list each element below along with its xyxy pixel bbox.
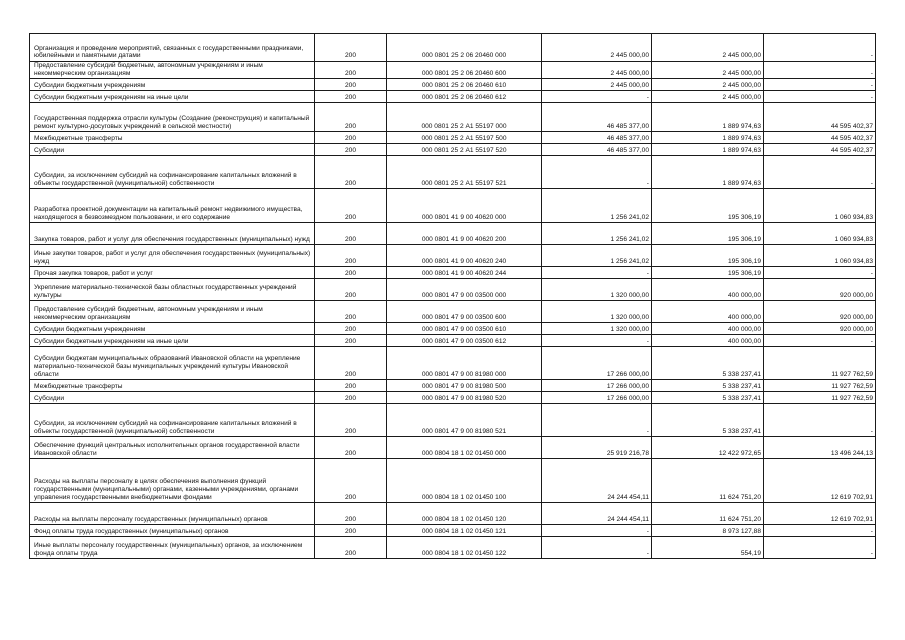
line-code-cell: 200 [315,189,387,223]
line-code-cell: 200 [315,156,387,189]
table-row [30,34,876,62]
executed-amount-cell: 1 889 974,63 [652,144,764,156]
expense-name-cell: Субсидии, за исключением субсидий на софинансирование капитальных вложений в объекты государственной (муниципальной) собственности [30,156,315,189]
table-row [30,503,876,525]
approved-amount-cell: - [542,335,652,347]
executed-amount-cell: 1 889 974,63 [652,156,764,189]
approved-amount-cell: 1 256 241,02 [542,189,652,223]
approved-amount-cell: 17 266 000,00 [542,392,652,404]
unexecuted-amount-cell: - [764,156,876,189]
approved-amount-cell: 1 256 241,02 [542,245,652,267]
budget-classification-code-cell: 000 0801 47 9 00 03500 612 [387,335,542,347]
table-row [30,392,876,404]
unexecuted-amount-cell: - [764,91,876,103]
executed-amount-cell: 1 889 974,63 [652,103,764,132]
table-row [30,380,876,392]
executed-amount-cell: 400 000,00 [652,323,764,335]
line-code-cell: 200 [315,245,387,267]
line-code-cell: 200 [315,132,387,144]
table-row [30,103,876,132]
line-code-cell: 200 [315,537,387,559]
expense-name-cell: Субсидии бюджетным учреждениям [30,323,315,335]
budget-classification-code-cell: 000 0804 18 1 02 01450 100 [387,459,542,503]
table-row [30,144,876,156]
line-code-cell: 200 [315,323,387,335]
unexecuted-amount-cell: - [764,267,876,279]
line-code-cell: 200 [315,459,387,503]
line-code-cell: 200 [315,34,387,62]
budget-classification-code-cell: 000 0801 25 2 А1 55197 521 [387,156,542,189]
budget-classification-code-cell: 000 0801 41 9 00 40620 200 [387,223,542,245]
unexecuted-amount-cell: 11 927 762,59 [764,380,876,392]
executed-amount-cell: 5 338 237,41 [652,380,764,392]
table-row [30,537,876,559]
approved-amount-cell: 46 485 377,00 [542,103,652,132]
line-code-cell: 200 [315,335,387,347]
approved-amount-cell: 2 445 000,00 [542,62,652,79]
approved-amount-cell: 2 445 000,00 [542,79,652,91]
table-row [30,62,876,79]
budget-classification-code-cell: 000 0801 25 2 06 20460 610 [387,79,542,91]
unexecuted-amount-cell: - [764,34,876,62]
table-body [30,34,876,559]
unexecuted-amount-cell: - [764,79,876,91]
expense-name-cell: Иные выплаты персоналу государственных (муниципальных) органов, за исключением фонда оплаты труда [30,537,315,559]
executed-amount-cell: 195 306,19 [652,223,764,245]
executed-amount-cell: 2 445 000,00 [652,34,764,62]
table-row [30,459,876,503]
unexecuted-amount-cell: 11 927 762,59 [764,392,876,404]
budget-classification-code-cell: 000 0804 18 1 02 01450 000 [387,437,542,459]
unexecuted-amount-cell: 920 000,00 [764,301,876,323]
table-row [30,525,876,537]
table-row [30,156,876,189]
budget-classification-code-cell: 000 0801 25 2 06 20460 000 [387,34,542,62]
approved-amount-cell: - [542,525,652,537]
unexecuted-amount-cell: 11 927 762,59 [764,347,876,380]
expense-name-cell: Субсидии бюджетным учреждениям на иные цели [30,91,315,103]
budget-execution-table [29,33,876,559]
approved-amount-cell: 17 266 000,00 [542,347,652,380]
table-row [30,279,876,301]
table-row [30,267,876,279]
executed-amount-cell: 1 889 974,63 [652,132,764,144]
table-row [30,335,876,347]
line-code-cell: 200 [315,144,387,156]
expense-name-cell: Субсидии бюджетам муниципальных образований Ивановской области на укрепление материально-технической базы муниципальных учреждений культуры Ивановской области [30,347,315,380]
line-code-cell: 200 [315,380,387,392]
budget-classification-code-cell: 000 0801 47 9 00 81980 520 [387,392,542,404]
table-row [30,323,876,335]
unexecuted-amount-cell: 12 619 702,91 [764,503,876,525]
budget-classification-code-cell: 000 0801 41 9 00 40620 240 [387,245,542,267]
unexecuted-amount-cell: 13 496 244,13 [764,437,876,459]
budget-classification-code-cell: 000 0801 25 2 А1 55197 000 [387,103,542,132]
approved-amount-cell: 25 919 216,78 [542,437,652,459]
executed-amount-cell: 195 306,19 [652,245,764,267]
expense-name-cell: Предоставление субсидий бюджетным, автономным учреждениям и иным некоммерческим организациям [30,62,315,79]
table-row [30,347,876,380]
unexecuted-amount-cell: - [764,525,876,537]
table-row [30,437,876,459]
budget-classification-code-cell: 000 0801 47 9 00 03500 610 [387,323,542,335]
budget-classification-code-cell: 000 0804 18 1 02 01450 121 [387,525,542,537]
unexecuted-amount-cell: 1 060 934,83 [764,189,876,223]
expense-name-cell: Субсидии [30,392,315,404]
table-row [30,132,876,144]
approved-amount-cell: 1 320 000,00 [542,279,652,301]
line-code-cell: 200 [315,503,387,525]
executed-amount-cell: 11 624 751,20 [652,459,764,503]
unexecuted-amount-cell: 44 595 402,37 [764,132,876,144]
unexecuted-amount-cell: - [764,335,876,347]
budget-classification-code-cell: 000 0801 47 9 00 03500 000 [387,279,542,301]
executed-amount-cell: 2 445 000,00 [652,91,764,103]
line-code-cell: 200 [315,103,387,132]
unexecuted-amount-cell: 1 060 934,83 [764,245,876,267]
unexecuted-amount-cell: 44 595 402,37 [764,144,876,156]
line-code-cell: 200 [315,301,387,323]
executed-amount-cell: 5 338 237,41 [652,392,764,404]
approved-amount-cell: 46 485 377,00 [542,144,652,156]
unexecuted-amount-cell: 1 060 934,83 [764,223,876,245]
approved-amount-cell: 24 244 454,11 [542,503,652,525]
executed-amount-cell: 195 306,19 [652,189,764,223]
budget-classification-code-cell: 000 0801 25 2 06 20460 600 [387,62,542,79]
budget-classification-code-cell: 000 0801 41 9 00 40620 000 [387,189,542,223]
expense-name-cell: Укрепление материально-технической базы областных государственных учреждений культуры [30,279,315,301]
approved-amount-cell: - [542,404,652,437]
expense-name-cell: Организация и проведение мероприятий, связанных с государственными праздниками, юбилейными и памятными датами [30,34,315,62]
unexecuted-amount-cell: - [764,62,876,79]
unexecuted-amount-cell: 920 000,00 [764,323,876,335]
executed-amount-cell: 2 445 000,00 [652,79,764,91]
executed-amount-cell: 554,19 [652,537,764,559]
expense-name-cell: Расходы на выплаты персоналу государственных (муниципальных) органов [30,503,315,525]
approved-amount-cell: - [542,156,652,189]
line-code-cell: 200 [315,404,387,437]
budget-classification-code-cell: 000 0801 47 9 00 81980 500 [387,380,542,392]
executed-amount-cell: 2 445 000,00 [652,62,764,79]
expense-name-cell: Расходы на выплаты персоналу в целях обеспечения выполнения функций государственными (муниципальными) органами, казенными учреждениями, органами управления государственными внебюджетными фондами [30,459,315,503]
budget-classification-code-cell: 000 0801 47 9 00 81980 521 [387,404,542,437]
expense-name-cell: Субсидии, за исключением субсидий на софинансирование капитальных вложений в объекты государственной (муниципальной) собственности [30,404,315,437]
executed-amount-cell: 400 000,00 [652,301,764,323]
unexecuted-amount-cell: 920 000,00 [764,279,876,301]
unexecuted-amount-cell: 12 619 702,91 [764,459,876,503]
executed-amount-cell: 11 624 751,20 [652,503,764,525]
line-code-cell: 200 [315,525,387,537]
expense-name-cell: Иные закупки товаров, работ и услуг для обеспечения государственных (муниципальных) нужд [30,245,315,267]
expense-name-cell: Прочая закупка товаров, работ и услуг [30,267,315,279]
executed-amount-cell: 5 338 237,41 [652,347,764,380]
budget-classification-code-cell: 000 0801 47 9 00 03500 600 [387,301,542,323]
approved-amount-cell: 24 244 454,11 [542,459,652,503]
budget-classification-code-cell: 000 0801 25 2 А1 55197 520 [387,144,542,156]
executed-amount-cell: 400 000,00 [652,279,764,301]
expense-name-cell: Разработка проектной документации на капитальный ремонт недвижимого имущества, находящегося в безвозмездном пользовании, и его содержание [30,189,315,223]
table-row [30,301,876,323]
budget-classification-code-cell: 000 0801 47 9 00 81980 000 [387,347,542,380]
line-code-cell: 200 [315,437,387,459]
line-code-cell: 200 [315,79,387,91]
expense-name-cell: Государственная поддержка отрасли культуры (Создание (реконструкция) и капитальный ремонт культурно-досуговых учреждений в сельской местности) [30,103,315,132]
approved-amount-cell: 1 256 241,02 [542,223,652,245]
table-row [30,223,876,245]
expense-name-cell: Субсидии [30,144,315,156]
line-code-cell: 200 [315,392,387,404]
budget-classification-code-cell: 000 0804 18 1 02 01450 122 [387,537,542,559]
approved-amount-cell: 1 320 000,00 [542,323,652,335]
budget-classification-code-cell: 000 0801 25 2 А1 55197 500 [387,132,542,144]
approved-amount-cell: - [542,267,652,279]
executed-amount-cell: 400 000,00 [652,335,764,347]
table-row [30,189,876,223]
table-row [30,79,876,91]
line-code-cell: 200 [315,223,387,245]
line-code-cell: 200 [315,91,387,103]
approved-amount-cell: 1 320 000,00 [542,301,652,323]
executed-amount-cell: 5 338 237,41 [652,404,764,437]
budget-classification-code-cell: 000 0804 18 1 02 01450 120 [387,503,542,525]
table-row [30,404,876,437]
expense-name-cell: Межбюджетные трансферты [30,380,315,392]
approved-amount-cell: - [542,537,652,559]
expense-name-cell: Фонд оплаты труда государственных (муниципальных) органов [30,525,315,537]
executed-amount-cell: 12 422 972,65 [652,437,764,459]
expense-name-cell: Межбюджетные трансферты [30,132,315,144]
approved-amount-cell: 17 266 000,00 [542,380,652,392]
line-code-cell: 200 [315,347,387,380]
expense-name-cell: Субсидии бюджетным учреждениям на иные цели [30,335,315,347]
unexecuted-amount-cell: - [764,404,876,437]
line-code-cell: 200 [315,62,387,79]
expense-name-cell: Обеспечение функций центральных исполнительных органов государственной власти Ивановской области [30,437,315,459]
approved-amount-cell: 2 445 000,00 [542,34,652,62]
expense-name-cell: Предоставление субсидий бюджетным, автономным учреждениям и иным некоммерческим организациям [30,301,315,323]
unexecuted-amount-cell: - [764,537,876,559]
executed-amount-cell: 8 973 127,88 [652,525,764,537]
approved-amount-cell: - [542,91,652,103]
expense-name-cell: Субсидии бюджетным учреждениям [30,79,315,91]
line-code-cell: 200 [315,279,387,301]
line-code-cell: 200 [315,267,387,279]
executed-amount-cell: 195 306,19 [652,267,764,279]
table-row [30,91,876,103]
expense-name-cell: Закупка товаров, работ и услуг для обеспечения государственных (муниципальных) нужд [30,223,315,245]
approved-amount-cell: 46 485 377,00 [542,132,652,144]
unexecuted-amount-cell: 44 595 402,37 [764,103,876,132]
budget-classification-code-cell: 000 0801 25 2 06 20460 612 [387,91,542,103]
budget-classification-code-cell: 000 0801 41 9 00 40620 244 [387,267,542,279]
table-row [30,245,876,267]
